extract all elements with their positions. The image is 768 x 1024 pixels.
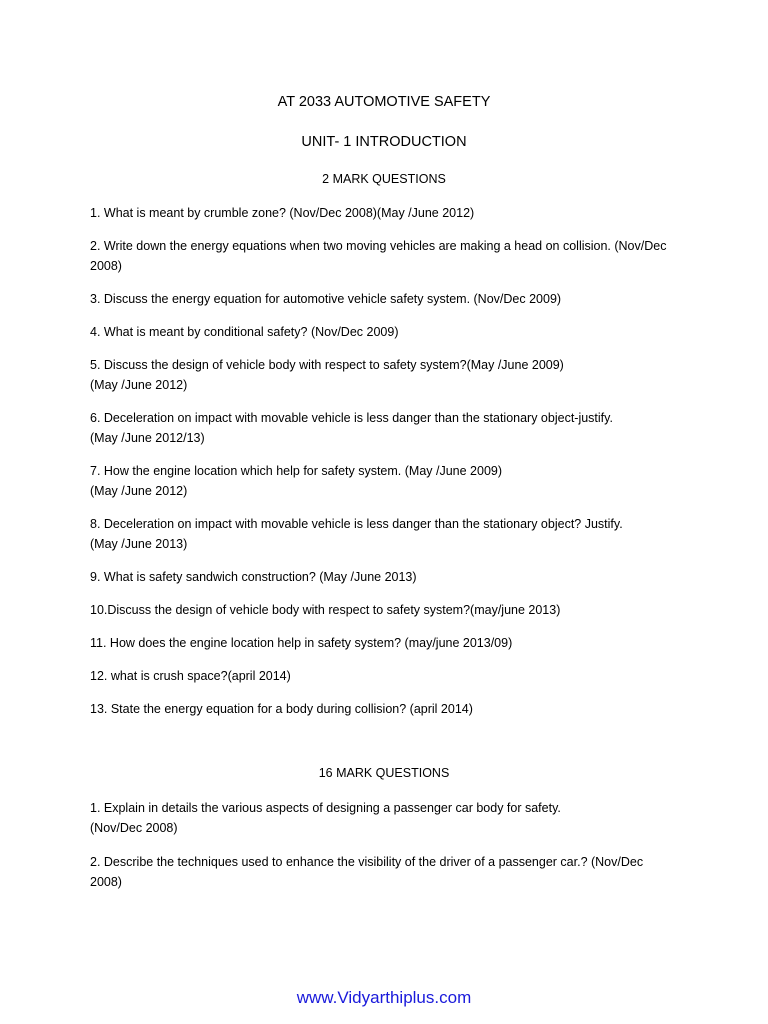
question-line: 2008) <box>90 259 122 273</box>
question-line: 9. What is safety sandwich construction? (May /June 2013) <box>90 570 417 584</box>
question-line: 2. Describe the techniques used to enhance the visibility of the driver of a passenger car.? (Nov/Dec <box>90 855 644 869</box>
question-line: 2008) <box>90 875 122 889</box>
two-mark-question-7 <box>90 461 690 501</box>
two-mark-question-5 <box>90 355 690 395</box>
footer-website-link[interactable]: www.Vidyarthiplus.com <box>296 988 472 1007</box>
two-mark-question-8 <box>90 514 690 554</box>
unit-title: UNIT- 1 INTRODUCTION <box>301 134 467 150</box>
question-line: (May /June 2012) <box>90 484 188 498</box>
question-line: 4. What is meant by conditional safety? (Nov/Dec 2009) <box>90 325 399 339</box>
question-line: 5. Discuss the design of vehicle body with respect to safety system?(May /June 2009) <box>90 358 564 372</box>
two-mark-question-6 <box>90 408 690 448</box>
question-line: 1. Explain in details the various aspects of designing a passenger car body for safety. <box>90 801 561 815</box>
question-line: (May /June 2012/13) <box>90 431 205 445</box>
question-line: 12. what is crush space?(april 2014) <box>90 669 291 683</box>
sixteen-mark-question-1 <box>90 798 690 838</box>
question-line: 6. Deceleration on impact with movable vehicle is less danger than the stationary object-justify. <box>90 411 613 425</box>
two-mark-question-4 <box>90 322 690 342</box>
sixteen-mark-heading: 16 MARK QUESTIONS <box>318 766 450 780</box>
question-line: 11. How does the engine location help in safety system? (may/june 2013/09) <box>90 636 513 650</box>
document-title: AT 2033 AUTOMOTIVE SAFETY <box>277 94 491 110</box>
sixteen-mark-question-2 <box>90 852 690 892</box>
question-line: 10.Discuss the design of vehicle body with respect to safety system?(may/june 2013) <box>90 603 561 617</box>
two-mark-question-12 <box>90 666 690 686</box>
two-mark-question-1 <box>90 203 690 223</box>
two-mark-heading: 2 MARK QUESTIONS <box>322 172 446 186</box>
two-mark-question-2 <box>90 236 690 276</box>
question-line: 1. What is meant by crumble zone? (Nov/Dec 2008)(May /June 2012) <box>90 206 475 220</box>
question-line: 2. Write down the energy equations when two moving vehicles are making a head on collision. (Nov/Dec <box>90 239 667 253</box>
question-line: (May /June 2012) <box>90 378 188 392</box>
question-line: 7. How the engine location which help for safety system. (May /June 2009) <box>90 464 503 478</box>
question-line: (Nov/Dec 2008) <box>90 821 178 835</box>
question-line: 13. State the energy equation for a body during collision? (april 2014) <box>90 702 473 716</box>
two-mark-question-13 <box>90 699 690 719</box>
question-line: 8. Deceleration on impact with movable vehicle is less danger than the stationary object? Justify. <box>90 517 623 531</box>
two-mark-question-3 <box>90 289 690 309</box>
two-mark-question-10 <box>90 600 690 620</box>
two-mark-question-11 <box>90 633 690 653</box>
question-line: 3. Discuss the energy equation for automotive vehicle safety system. (Nov/Dec 2009) <box>90 292 562 306</box>
two-mark-question-9 <box>90 567 690 587</box>
question-line: (May /June 2013) <box>90 537 188 551</box>
